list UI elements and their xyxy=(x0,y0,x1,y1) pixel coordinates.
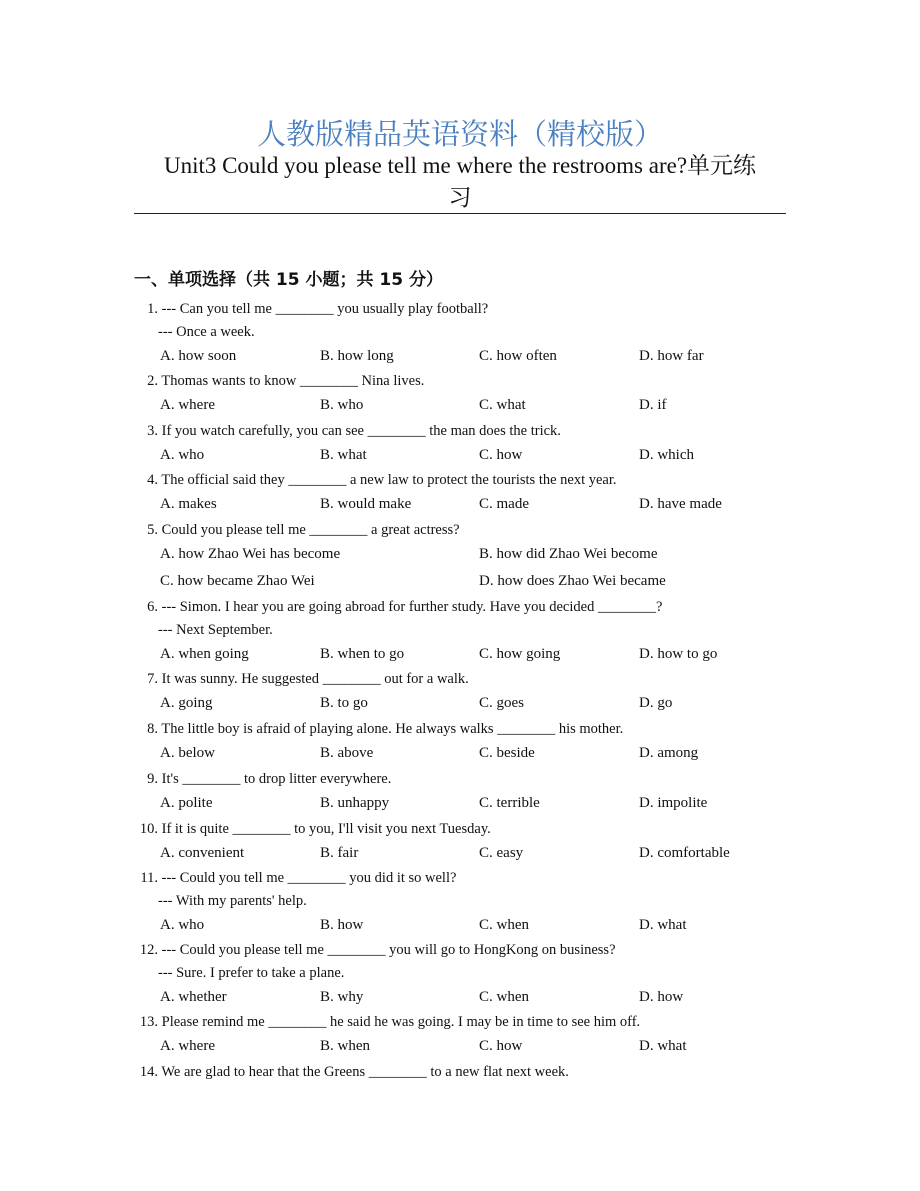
option-row xyxy=(134,642,794,666)
option-d: D. among xyxy=(639,745,699,761)
option-a: A. where xyxy=(160,1038,215,1054)
option-a: A. going xyxy=(160,695,213,711)
option-b: B. who xyxy=(320,397,364,413)
publisher-title: 人教版精品英语资料（精校版） xyxy=(256,117,663,151)
option-d: D. impolite xyxy=(639,795,708,811)
option-a: A. polite xyxy=(160,795,213,811)
question-number: 14. xyxy=(139,1064,158,1080)
option-a: A. how Zhao Wei has become xyxy=(160,546,341,562)
option-d: D. what xyxy=(639,1038,687,1054)
question-stem: 9. It's ________ to drop litter everywhere. xyxy=(134,768,794,791)
option-d: D. if xyxy=(639,397,667,413)
option-c: C. made xyxy=(479,496,529,512)
option-c: C. how became Zhao Wei xyxy=(160,573,315,589)
option-d: D. how far xyxy=(639,348,704,364)
question-reply: --- Next September. xyxy=(158,622,273,638)
question-stem: 14. We are glad to hear that the Greens ________ to a new flat next week. xyxy=(134,1061,794,1084)
question-number: 8. xyxy=(147,721,158,737)
question-10 xyxy=(134,818,794,865)
document-title-line-1: Unit3 Could you please tell me where the restrooms are?单元练 xyxy=(163,153,757,178)
option-d: D. which xyxy=(639,447,694,463)
option-c: C. how going xyxy=(479,646,561,662)
option-a: A. makes xyxy=(160,496,217,512)
question-2 xyxy=(134,370,794,417)
option-row xyxy=(134,985,794,1009)
document-title xyxy=(134,150,786,214)
option-d: D. how does Zhao Wei became xyxy=(479,573,666,589)
option-d: D. have made xyxy=(639,496,722,512)
question-number: 7. xyxy=(147,671,158,687)
option-row xyxy=(134,492,794,516)
question-number: 10. xyxy=(139,821,158,837)
option-c: C. how often xyxy=(479,348,557,364)
option-b: B. what xyxy=(320,447,367,463)
option-b: B. to go xyxy=(320,695,368,711)
option-c: C. when xyxy=(479,917,529,933)
option-c: C. how xyxy=(479,447,523,463)
question-stem: 10. If it is quite ________ to you, I'll visit you next Tuesday. xyxy=(134,818,794,841)
question-stem: 7. It was sunny. He suggested ________ out for a walk. xyxy=(134,668,794,691)
option-row xyxy=(134,344,794,368)
question-4 xyxy=(134,469,794,516)
option-b: B. fair xyxy=(320,845,359,861)
option-a: A. below xyxy=(160,745,215,761)
question-number: 2. xyxy=(147,373,158,389)
question-3 xyxy=(134,420,794,467)
title-divider xyxy=(134,213,786,214)
option-c: C. how xyxy=(479,1038,523,1054)
question-stem: 6. --- Simon. I hear you are going abroad for further study. Have you decided ________? xyxy=(134,596,794,619)
question-number: 3. xyxy=(147,423,158,439)
option-d: D. go xyxy=(639,695,673,711)
question-stem: 4. The official said they ________ a new law to protect the tourists the next year. xyxy=(134,469,794,492)
question-stem: 2. Thomas wants to know ________ Nina lives. xyxy=(134,370,794,393)
question-stem: 1. --- Can you tell me ________ you usually play football? xyxy=(134,298,794,321)
option-row xyxy=(134,1034,794,1058)
option-row xyxy=(134,841,794,865)
question-12 xyxy=(134,939,794,1009)
option-b: B. why xyxy=(320,989,364,1005)
option-row xyxy=(134,569,794,596)
option-row xyxy=(134,393,794,417)
option-a: A. where xyxy=(160,397,215,413)
question-number: 5. xyxy=(147,522,158,538)
option-b: B. would make xyxy=(320,496,412,512)
question-stem: 12. --- Could you please tell me ________ you will go to HongKong on business? xyxy=(134,939,794,962)
question-stem: 5. Could you please tell me ________ a great actress? xyxy=(134,519,794,542)
question-stem: 11. --- Could you tell me ________ you did it so well? xyxy=(134,867,794,890)
option-c: C. when xyxy=(479,989,529,1005)
question-reply: --- Sure. I prefer to take a plane. xyxy=(158,965,345,981)
option-b: B. when xyxy=(320,1038,370,1054)
question-number: 12. xyxy=(139,942,158,958)
option-row xyxy=(134,691,794,715)
question-number: 11. xyxy=(140,870,158,886)
section-heading: 一、单项选择（共 15 小题；共 15 分） xyxy=(134,270,443,290)
question-number: 6. xyxy=(147,599,158,615)
option-c: C. terrible xyxy=(479,795,540,811)
option-b: B. how xyxy=(320,917,364,933)
question-number: 1. xyxy=(147,301,158,317)
option-c: C. beside xyxy=(479,745,535,761)
question-9 xyxy=(134,768,794,815)
question-6 xyxy=(134,596,794,666)
option-b: B. when to go xyxy=(320,646,405,662)
option-row xyxy=(134,913,794,937)
option-b: B. unhappy xyxy=(320,795,390,811)
option-b: B. above xyxy=(320,745,374,761)
option-a: A. when going xyxy=(160,646,249,662)
question-number: 13. xyxy=(139,1014,158,1030)
question-number: 4. xyxy=(147,472,158,488)
question-13 xyxy=(134,1011,794,1058)
question-14 xyxy=(134,1061,794,1084)
option-row xyxy=(134,741,794,765)
option-row xyxy=(134,443,794,467)
question-8 xyxy=(134,718,794,765)
option-a: A. how soon xyxy=(160,348,237,364)
question-reply: --- Once a week. xyxy=(158,324,255,340)
document-title-line-2: 习 xyxy=(448,185,472,210)
option-d: D. comfortable xyxy=(639,845,730,861)
option-row xyxy=(134,542,794,569)
question-stem: 8. The little boy is afraid of playing alone. He always walks ________ his mother. xyxy=(134,718,794,741)
option-a: A. convenient xyxy=(160,845,245,861)
option-c: C. what xyxy=(479,397,526,413)
option-d: D. how to go xyxy=(639,646,718,662)
question-11 xyxy=(134,867,794,937)
option-c: C. goes xyxy=(479,695,524,711)
question-7 xyxy=(134,668,794,715)
option-a: A. who xyxy=(160,447,205,463)
question-1 xyxy=(134,298,794,368)
question-stem: 3. If you watch carefully, you can see ________ the man does the trick. xyxy=(134,420,794,443)
question-5 xyxy=(134,519,794,596)
option-b: B. how long xyxy=(320,348,394,364)
option-a: A. who xyxy=(160,917,205,933)
question-stem: 13. Please remind me ________ he said he was going. I may be in time to see him off. xyxy=(134,1011,794,1034)
question-number: 9. xyxy=(147,771,158,787)
option-a: A. whether xyxy=(160,989,227,1005)
option-b: B. how did Zhao Wei become xyxy=(479,546,658,562)
option-c: C. easy xyxy=(479,845,524,861)
option-d: D. what xyxy=(639,917,687,933)
option-row xyxy=(134,791,794,815)
question-reply: --- With my parents' help. xyxy=(158,893,307,909)
option-d: D. how xyxy=(639,989,684,1005)
